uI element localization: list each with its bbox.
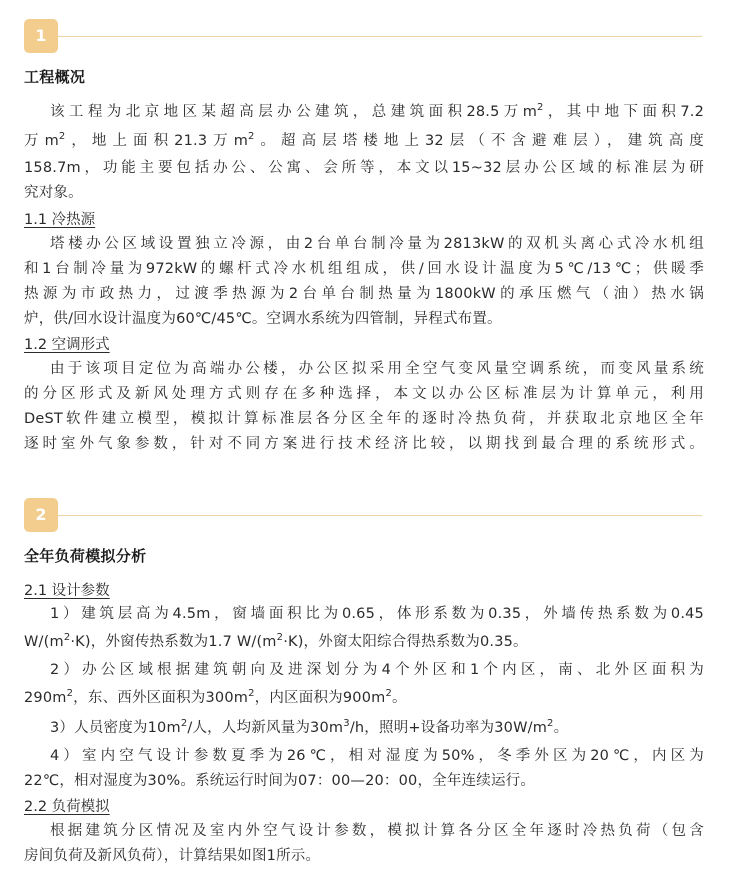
- subsection-title: 1.1 冷热源: [24, 212, 96, 228]
- paragraph-line: 2）办公区域根据建筑朝向及进深划分为4个外区和1个内区，南、北外区面积为: [50, 662, 704, 678]
- paragraph-line: 158.7m，功能主要包括办公、公寓、会所等，本文以15~32层办公区域的标准层为研: [24, 160, 704, 176]
- paragraph-line: 由于该项目定位为高端办公楼，办公区拟采用全空气变风量空调系统，而变风量系统: [50, 361, 704, 377]
- paragraph-line: 房间负荷及新风负荷），计算结果如图1所示。: [24, 848, 321, 864]
- section-number-badge: 2: [24, 498, 58, 532]
- paragraph-line: DeST软件建立模型，模拟计算标准层各分区全年的逐时冷热负荷，并获取北京地区全年: [24, 411, 704, 427]
- paragraph-line: 4）室内空气设计参数夏季为26℃，相对湿度为50%，冬季外区为20℃，内区为: [50, 748, 704, 764]
- paragraph-line: 3）人员密度为$10m^2/$人，人均新风量为$30m^3/h$，照明+设备功率为$30W/m^2$。: [50, 718, 569, 736]
- subsection-title: 1.2 空调形式: [24, 337, 110, 353]
- paragraph-line: 该工程为北京地区某超高层办公建筑，总建筑面积28.5万$m^2$，其中地下面积7.2: [50, 102, 704, 120]
- paragraph-line: 的分区形式及新风处理方式则存在多种选择，本文以办公区标准层为计算单元，利用: [24, 386, 704, 402]
- subsection-title: 2.1 设计参数: [24, 583, 110, 599]
- paragraph-line: 22℃，相对湿度为30%。系统运行时间为07：00—20：00，全年连续运行。: [24, 773, 536, 789]
- paragraph-line: 热源为市政热力，过渡季热源为2台单台制热量为1800kW的承压燃气（油）热水锅: [24, 286, 704, 302]
- section-number-badge: 1: [24, 19, 58, 53]
- paragraph-line: 究对象。: [24, 185, 83, 201]
- paragraph-line: 和1台制冷量为972kW的螺杆式冷水机组组成，供/回水设计温度为5℃/13℃；供暖季: [24, 261, 704, 277]
- section-1-header: [24, 19, 702, 53]
- paragraph-line: 万$m^2$，地上面积21.3万$m^2$。超高层塔楼地上32层（不含避难层），建筑高度: [24, 131, 704, 149]
- section-divider-line: [58, 36, 702, 37]
- paragraph-line: 炉，供/回水设计温度为60℃/45℃。空调水系统为四管制，异程式布置。: [24, 311, 502, 327]
- paragraph-line: 塔楼办公区域设置独立冷源，由2台单台制冷量为2813kW的双机头离心式冷水机组: [50, 236, 704, 252]
- section-divider-line: [58, 515, 702, 516]
- section-title: 全年负荷模拟分析: [24, 547, 147, 565]
- paragraph-line: 1）建筑层高为4.5m，窗墙面积比为0.65，体形系数为0.35，外墙传热系数为0.45: [50, 606, 704, 622]
- section-2-header: [24, 498, 702, 532]
- section-title: 工程概况: [24, 68, 86, 86]
- paragraph-line: $290m^2$，东、西外区面积为$300m^2$，内区面积为$900m^2$。: [24, 688, 407, 706]
- paragraph-line: $W/(m^2\cdot K)$，外窗传热系数为1.7 $W/(m^2\cdot K)$，外窗太阳综合得热系数为0.35。: [24, 632, 528, 650]
- paragraph-line: 逐时室外气象参数，针对不同方案进行技术经济比较，以期找到最合理的系统形式。: [24, 436, 704, 452]
- paragraph-line: 根据建筑分区情况及室内外空气设计参数，模拟计算各分区全年逐时冷热负荷（包含: [50, 823, 704, 839]
- subsection-title: 2.2 负荷模拟: [24, 799, 110, 815]
